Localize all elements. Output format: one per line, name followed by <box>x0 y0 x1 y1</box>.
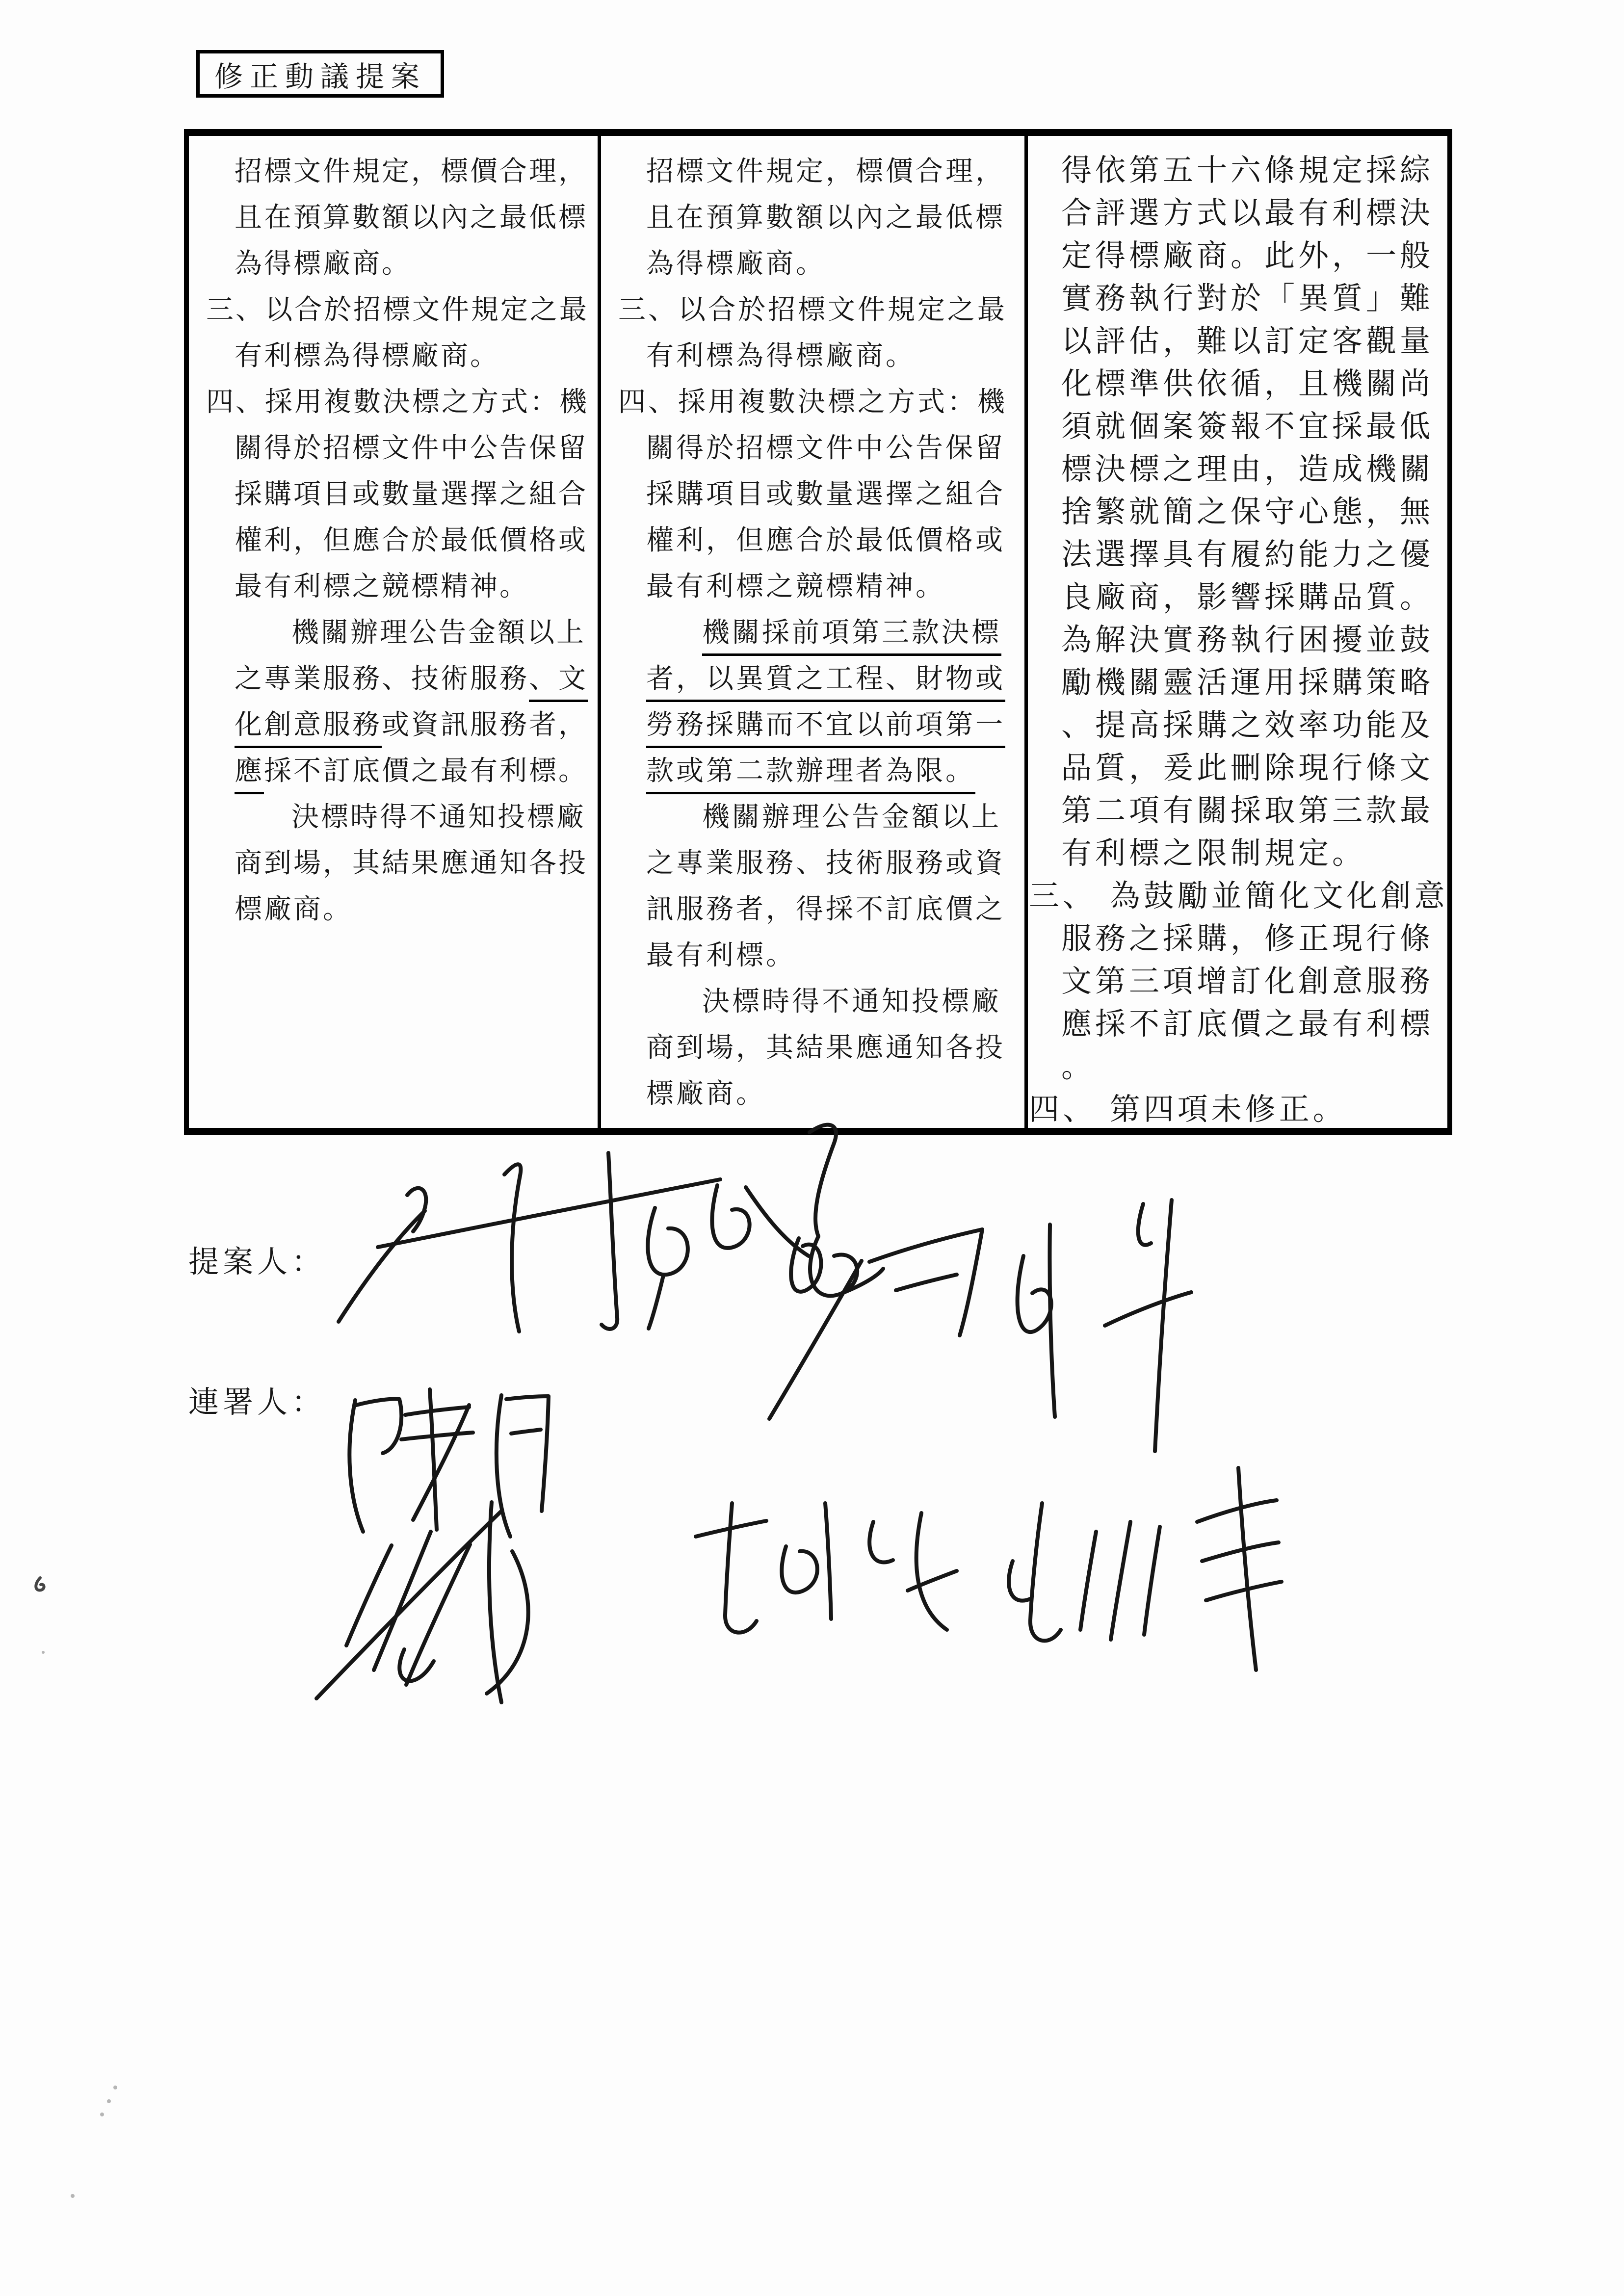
text-segment: 招標文件規定，標價合理， <box>235 156 588 187</box>
text-segment: 且在預算數額以內之最低標 <box>235 202 588 234</box>
text-segment: 標廠商。 <box>235 893 352 925</box>
text-segment: 且在預算數額以內之最低標 <box>646 202 1005 234</box>
text-segment: 採購項目或數量選擇之組合 <box>235 478 588 510</box>
text-segment: 應採不訂底價之最有利標 <box>1061 1006 1434 1042</box>
text-segment: 化標準供依循，且機關尚 <box>1061 365 1434 401</box>
text-segment: 關得於招標文件中公告保留 <box>646 432 1005 464</box>
amendment-motion-label: 修正動議提案 <box>214 59 427 93</box>
underlined-text-segment: 應 <box>235 755 264 794</box>
text-segment: 權利，但應合於最低價格或 <box>235 524 588 556</box>
text-segment: 最有利標之競標精神。 <box>646 571 945 602</box>
underlined-text-segment: 者，以異質之工程、財物或 <box>646 663 1005 702</box>
pencil-mark <box>36 1578 44 1590</box>
text-segment: 四、採用複數決標之方式：機 <box>618 386 1007 418</box>
text-segment: 捨繁就簡之保守心態，無 <box>1061 494 1434 529</box>
text-segment: 訊服務者，得採不訂底價之 <box>646 893 1005 925</box>
text-segment: 決標時得不通知投標廠 <box>291 801 586 833</box>
text-segment: 品質，爰此刪除現行條文 <box>1061 750 1434 785</box>
text-segment: 權利，但應合於最低價格或 <box>646 524 1005 556</box>
text-segment: 機關辦理公告金額以上 <box>702 801 1001 833</box>
text-segment: 為得標廠商。 <box>646 248 826 280</box>
text-segment: 須就個案簽報不宜採最低 <box>1061 408 1434 444</box>
proposer-signature-2 <box>769 1200 1191 1451</box>
underlined-text-segment: 款或第二款辦理者為限。 <box>646 755 975 794</box>
underlined-text-segment: 機關採前項第三款決標 <box>702 617 1001 656</box>
text-segment: 服務之採購，修正現行條 <box>1061 920 1434 956</box>
text-segment: 標決標之理由，造成機關 <box>1061 451 1434 487</box>
text-segment: 標廠商。 <box>646 1078 766 1110</box>
text-segment: 、提高採購之效率功能及 <box>1061 707 1434 743</box>
text-segment: 定得標廠商。此外，一般 <box>1061 237 1434 273</box>
text-segment: 關得於招標文件中公告保留 <box>235 432 588 464</box>
text-segment: 勵機關靈活運用採購策略 <box>1061 664 1434 700</box>
text-segment: 有利標為得標廠商。 <box>235 340 499 372</box>
text-segment: 。 <box>1061 1048 1096 1084</box>
cosigner-signature-1 <box>349 1389 549 1537</box>
cosigner-signature-4 <box>1009 1468 1282 1670</box>
text-segment: 合評選方式以最有利標決 <box>1061 195 1434 231</box>
text-segment: 或資訊服務者， <box>382 709 588 741</box>
proposer-label: 提案人： <box>188 1244 326 1279</box>
text-segment: 最有利標。 <box>646 939 796 971</box>
text-segment: 第二項有關採取第三款最 <box>1061 792 1434 828</box>
cosigner-signature-2 <box>316 1502 528 1702</box>
text-segment: 機關辦理公告金額以上 <box>291 617 586 649</box>
text-segment: 商到場，其結果應通知各投 <box>235 847 588 879</box>
cosigner-label: 連署人： <box>188 1384 326 1420</box>
text-segment: 良廠商，影響採購品質。 <box>1061 579 1434 615</box>
underlined-text-segment: 化創意服務 <box>235 709 382 748</box>
text-segment: 文第三項增訂化創意服務 <box>1061 963 1434 999</box>
text-segment: 決標時得不通知投標廠 <box>702 986 1001 1018</box>
text-segment: 招標文件規定，標價合理， <box>646 156 1005 187</box>
text-segment: 商到場，其結果應通知各投 <box>646 1032 1005 1064</box>
underlined-text-segment: 勞務採購而不宜以前項第一 <box>646 709 1005 748</box>
text-segment: 採購項目或數量選擇之組合 <box>646 478 1005 510</box>
text-segment: 以評估，難以訂定客觀量 <box>1061 323 1434 359</box>
text-segment: 三、以合於招標文件規定之最 <box>206 294 589 326</box>
underlined-text-segment: 、文 <box>529 663 588 702</box>
text-segment: 實務執行對於「異質」難 <box>1061 280 1434 316</box>
text-segment: 為解決實務執行困擾並鼓 <box>1061 622 1434 657</box>
text-segment: 四、 第四項未修正。 <box>1029 1091 1347 1127</box>
text-segment: 採不訂底價之最有利標。 <box>264 755 588 787</box>
text-segment: 得依第五十六條規定採綜 <box>1061 152 1434 188</box>
text-segment: 之專業服務、技術服務 <box>235 663 529 695</box>
proposer-signature-1 <box>339 1125 883 1331</box>
text-segment: 最有利標之競標精神。 <box>235 571 529 602</box>
text-segment: 三、以合於招標文件規定之最 <box>618 294 1007 326</box>
scan-speck <box>42 1651 117 2198</box>
text-segment: 有利標之限制規定。 <box>1061 835 1366 871</box>
text-segment: 法選擇具有履約能力之優 <box>1061 536 1434 572</box>
cosigner-signature-3 <box>696 1503 957 1633</box>
text-segment: 有利標為得標廠商。 <box>646 340 916 372</box>
text-segment: 四、採用複數決標之方式：機 <box>206 386 589 418</box>
text-segment: 之專業服務、技術服務或資 <box>646 847 1005 879</box>
text-segment: 三、 為鼓勵並簡化文化創意 <box>1029 878 1448 913</box>
text-segment: 為得標廠商。 <box>235 248 411 280</box>
